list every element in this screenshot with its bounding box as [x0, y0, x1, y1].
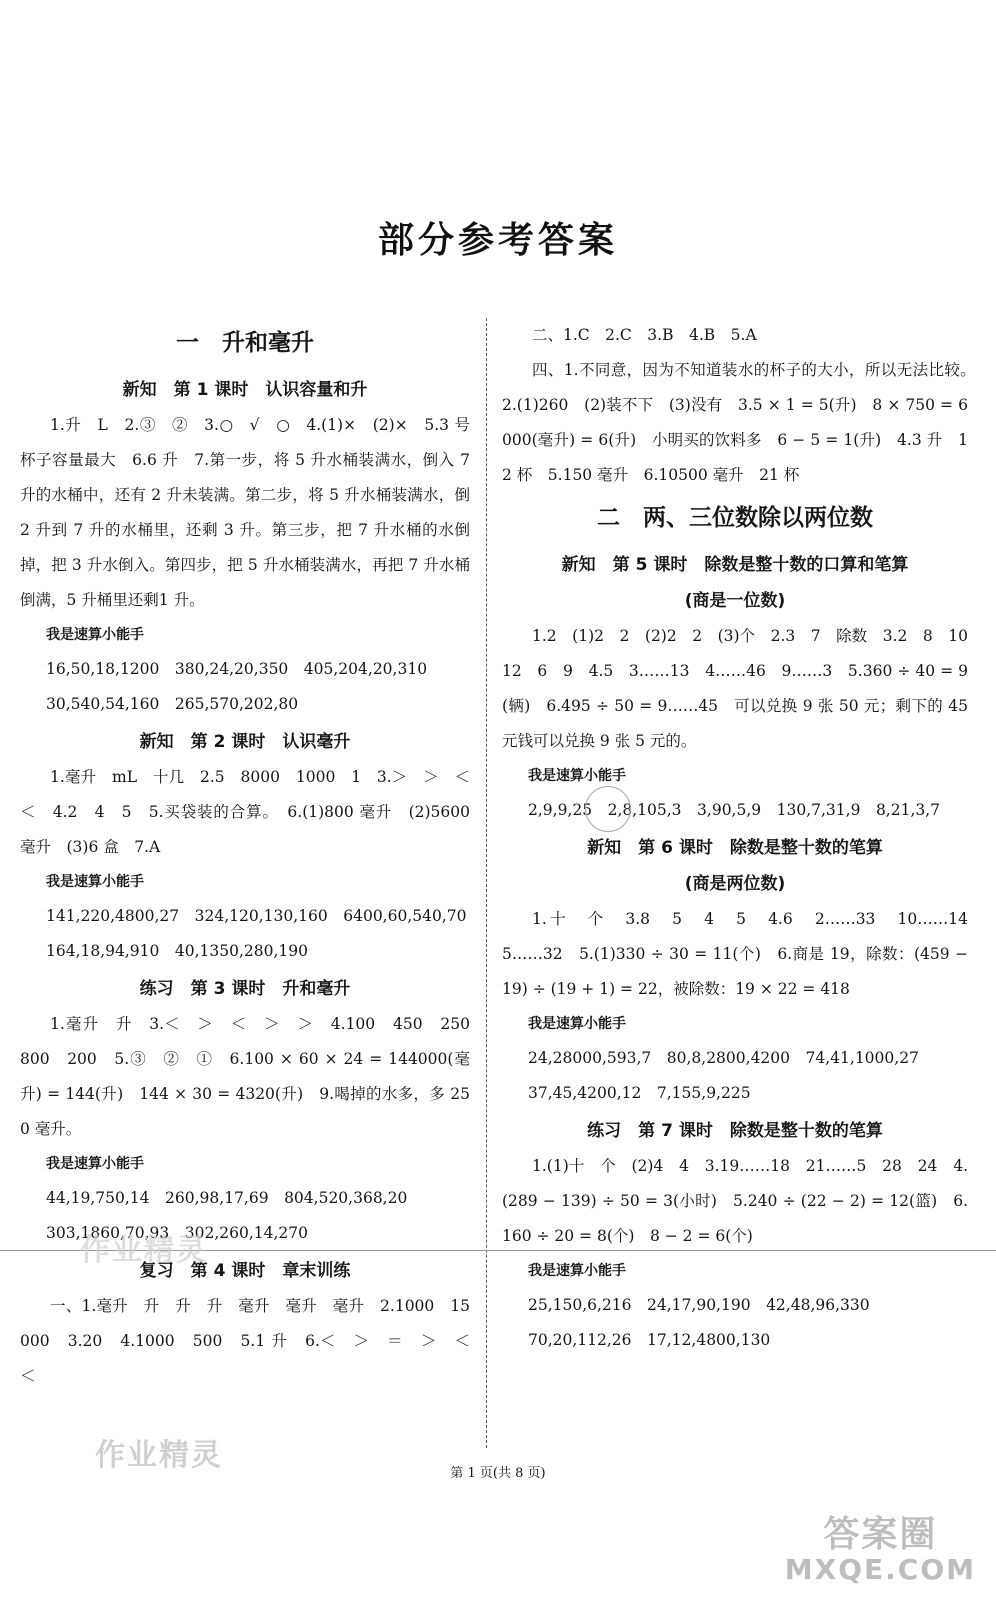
quick-calc-heading: 我是速算小能手 [528, 1016, 626, 1032]
answer-paragraph: 二、1.C 2.C 3.B 4.B 5.A [532, 326, 757, 344]
answer-paragraph: 1.(1)十 个 (2)4 4 3.19……18 21……5 28 24 4.(289 − 139) ÷ 50 = 3(小时) 5.240 ÷ (22 − 2) = 12(篮) 6.160 ÷ 20 = 8(个) 8 − 2 = 6(个) [502, 1157, 968, 1245]
chapter-heading: 二 两、三位数除以两位数 [597, 505, 873, 531]
quick-calc-answers: 2,9,9,25 2,8,105,3 3,90,5,9 130,7,31,9 8,21,3,7 [528, 801, 941, 819]
logo-text: 答案圈 [823, 1514, 938, 1555]
answer-paragraph: 1.毫升 升 3.＜ ＞ ＜ ＞ ＞ 4.100 450 250 800 200 5.③ ② ① 6.100 × 60 × 24 = 144000(毫升) = 144(升) 144 × 30 = 4320(升) 9.喝掉的水多，多 250 毫升。 [20, 1015, 486, 1138]
lesson-heading: 新知 第 5 课时 除数是整十数的口算和笔算 [561, 555, 909, 575]
logo-url: MXQE.COM [784, 1553, 976, 1586]
watermark: 作业精灵 [80, 1233, 208, 1268]
quick-calc-answers: 44,19,750,14 260,98,17,69 804,520,368,20 303,1860,70,93 302,260,14,270 [46, 1189, 423, 1242]
answer-paragraph: 1.升 L 2.③ ② 3.○ √ ○ 4.(1)× (2)× 5.3 号杯子容量最大 6.6 升 7.第一步，将 5 升水桶装满水，倒入 7 升的水桶中，还有 2 升未装满。第二步，将 5 升水桶装满水，倒 2 升到 7 升的水桶里，还剩 3 升。第三步，把 7 升水桶的水倒掉，把 3 升水倒入。第四步，把 5 升水桶装满水，再把 7 升水桶倒满，5 升桶里还剩1 升。 [20, 416, 470, 609]
page-footer: 第 1 页(共 8 页) [450, 1466, 546, 1481]
lesson-heading: 新知 第 1 课时 认识容量和升 [122, 380, 368, 400]
quick-calc-heading: 我是速算小能手 [46, 874, 144, 890]
lesson-subheading: (商是两位数) [684, 874, 786, 894]
quick-calc-answers: 16,50,18,1200 380,24,20,350 405,204,20,310 30,540,54,160 265,570,202,80 [46, 660, 443, 713]
answer-paragraph: 四、1.不同意，因为不知道装水的杯子的大小，所以无法比较。 2.(1)260 (2)装不下 (3)没有 3.5 × 1 = 5(升) 8 × 750 = 6000(毫升) = 6(升) 小明买的饮料多 6 − 5 = 1(升) 4.3 升 12 杯 5.150 毫升 6.10500 毫升 21 杯 [502, 361, 984, 484]
quick-calc-heading: 我是速算小能手 [528, 768, 626, 784]
quick-calc-answers: 25,150,6,216 24,17,90,190 42,48,96,330 70,20,112,26 17,12,4800,130 [528, 1296, 886, 1349]
chapter-heading: 一 升和毫升 [176, 330, 314, 356]
right-column [502, 318, 984, 1358]
lesson-heading: 练习 第 3 课时 升和毫升 [139, 979, 351, 999]
answer-paragraph: 1.十 个 3.8 5 4 5 4.6 2……33 10……14 5……32 5.(1)330 ÷ 30 = 11(个) 6.商是 19，除数：(459 − 19) ÷ (19 + 1) = 22，被除数：19 × 22 = 418 [502, 910, 984, 998]
page-title: 部分参考答案 [377, 220, 618, 261]
lesson-heading: 新知 第 2 课时 认识毫升 [139, 732, 351, 752]
watermark: 作业精灵 [95, 1438, 223, 1473]
quick-calc-answers: 24,28000,593,7 80,8,2800,4200 74,41,1000,27 37,45,4200,12 7,155,9,225 [528, 1049, 935, 1102]
lesson-subheading: (商是一位数) [684, 591, 786, 611]
site-logo [785, 1515, 976, 1585]
answer-paragraph: 1.毫升 mL 十几 2.5 8000 1000 1 3.＞ ＞ ＜ ＜ 4.2 4 5 5.买袋装的合算。 6.(1)800 毫升 (2)5600 毫升 (3)6 盒 7.A [20, 768, 486, 856]
stamp-mark [585, 786, 631, 832]
answer-paragraph: 1.2 (1)2 2 (2)2 2 (3)个 2.3 7 除数 3.2 8 10 12 6 9 4.5 3……13 4……46 9……3 5.360 ÷ 40 = 9(辆) 6.495 ÷ 50 = 9……45 可以兑换 9 张 50 元；剩下的 45 元钱可以兑换 9 张 5 元的。 [502, 627, 984, 750]
quick-calc-heading: 我是速算小能手 [46, 1156, 144, 1172]
lesson-heading: 新知 第 6 课时 除数是整十数的笔算 [587, 838, 883, 858]
column-divider [486, 318, 487, 1448]
lesson-heading: 练习 第 7 课时 除数是整十数的笔算 [587, 1121, 883, 1141]
quick-calc-answers: 141,220,4800,27 324,120,130,160 6400,60,540,70 164,18,94,910 40,1350,280,190 [46, 907, 483, 960]
answer-paragraph: 一、1.毫升 升 升 升 毫升 毫升 毫升 2.1000 15000 3.20 4.1000 500 5.1 升 6.＜ ＞ ＝ ＞ ＜ ＜ [20, 1297, 486, 1385]
lesson-heading: 复习 第 4 课时 章末训练 [139, 1261, 351, 1281]
quick-calc-heading: 我是速算小能手 [528, 1263, 626, 1279]
quick-calc-heading: 我是速算小能手 [46, 627, 144, 643]
